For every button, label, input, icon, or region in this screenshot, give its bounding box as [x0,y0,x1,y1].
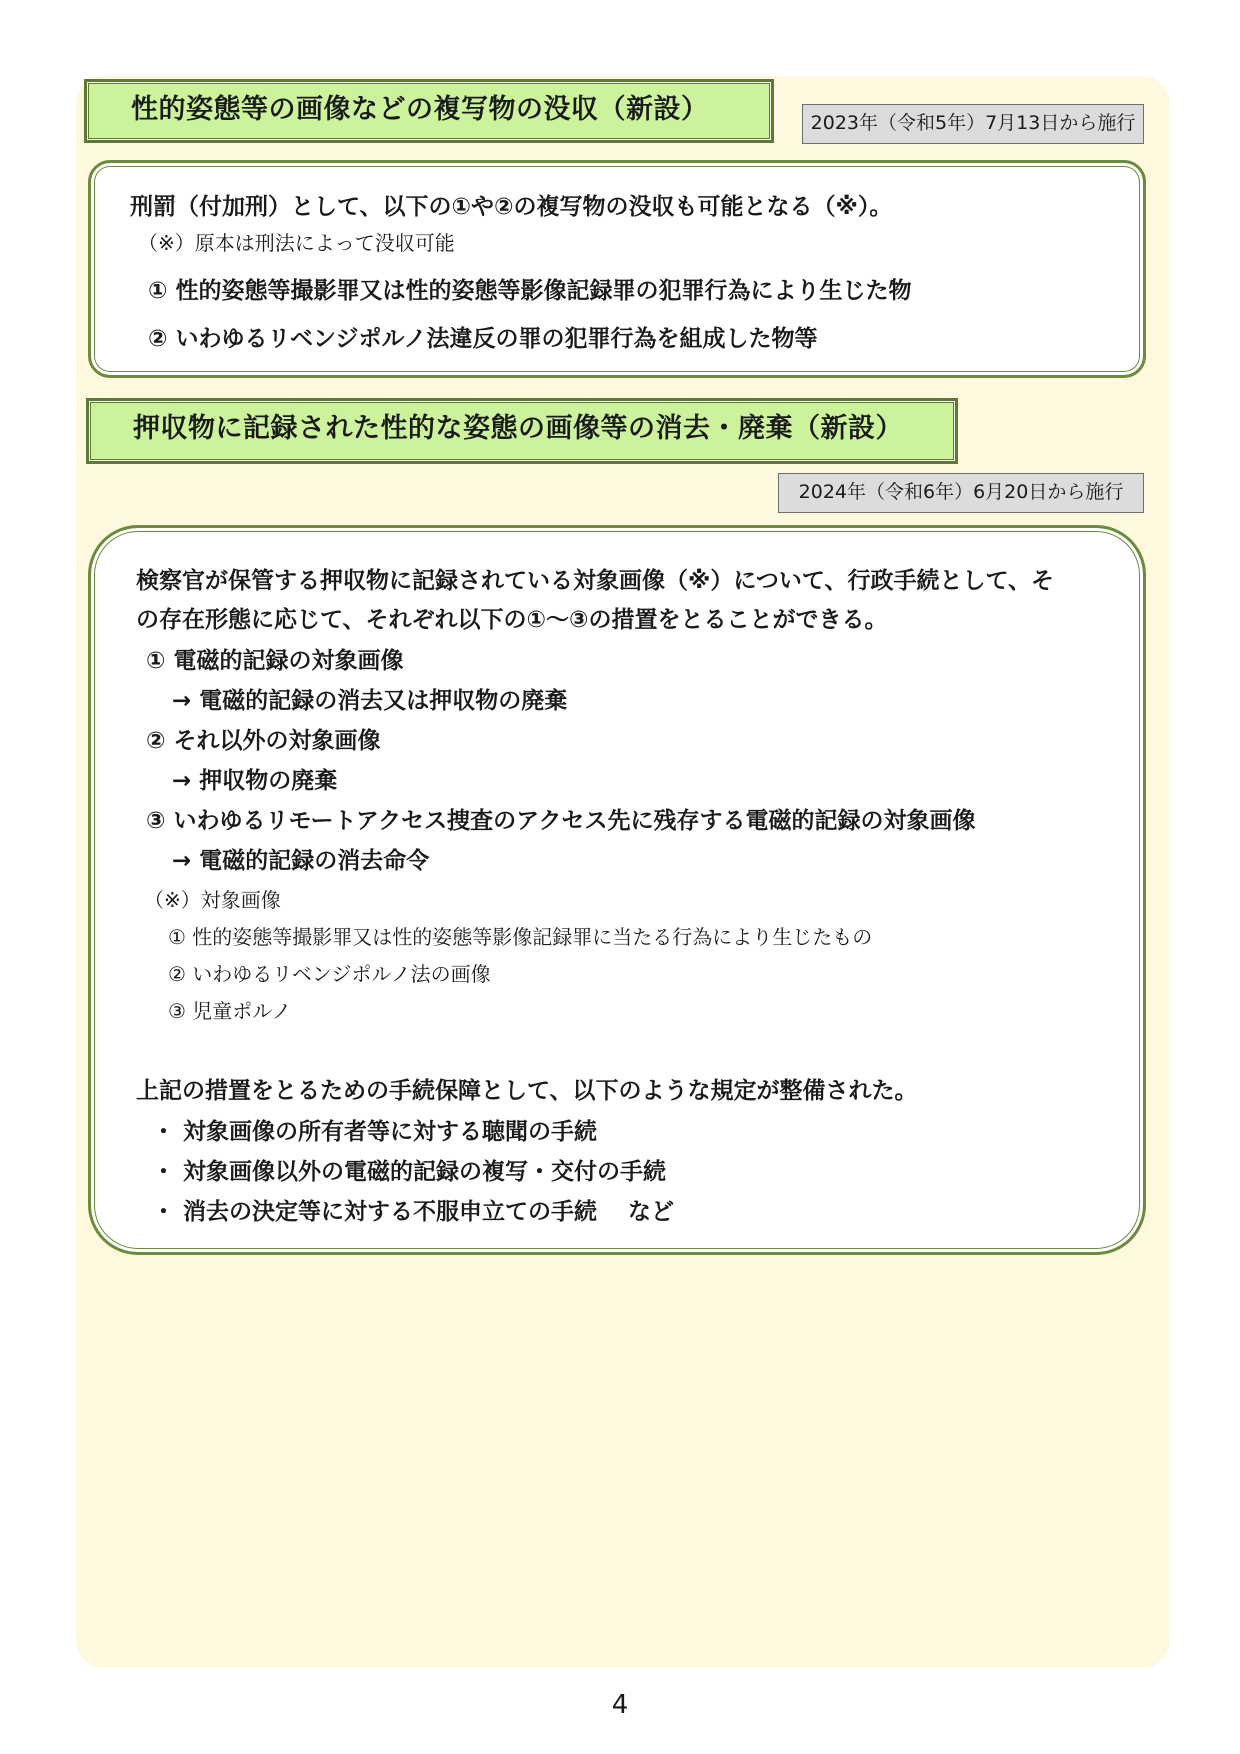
section2-note-item-2: ② いわゆるリベンジポルノ法の画像 [168,962,491,986]
measure-2-result: → 押収物の廃棄 [172,768,338,794]
page-number: 4 [611,1690,629,1720]
measure-3-result: → 電磁的記録の消去命令 [172,848,430,874]
section2-intro-line2: の存在形態に応じて、それぞれ以下の①～③の措置をとることができる。 [136,607,888,633]
section1-date: 2023年（令和5年）7月13日から施行 [802,104,1144,144]
section1-title: 性的姿態等の画像などの複写物の没収（新設） [84,79,774,143]
section2-date: 2024年（令和6年）6月20日から施行 [778,473,1144,513]
measure-3-item: ③ いわゆるリモートアクセス捜査のアクセス先に残存する電磁的記録の対象画像 [146,808,976,834]
section2-note-item-1: ① 性的姿態等撮影罪又は性的姿態等影像記録罪に当たる行為により生じたもの [168,925,873,949]
procedure-item-3: ・ 消去の決定等に対する不服申立ての手続 など [152,1199,675,1225]
procedure-item-2: ・ 対象画像以外の電磁的記録の複写・交付の手続 [152,1159,667,1185]
section1-item-2: ② いわゆるリベンジポルノ法違反の罪の犯罪行為を組成した物等 [148,326,818,352]
section1-lead: 刑罰（付加刑）として、以下の①や②の複写物の没収も可能となる（※）。 [130,194,893,220]
section2-title: 押収物に記録された性的な姿態の画像等の消去・廃棄（新設） [86,398,958,464]
measure-1-item: ① 電磁的記録の対象画像 [146,648,404,674]
measure-1-result: → 電磁的記録の消去又は押収物の廃棄 [172,688,568,714]
procedure-intro: 上記の措置をとるための手続保障として、以下のような規定が整備された。 [136,1078,918,1104]
section1-item-1: ① 性的姿態等撮影罪又は性的姿態等影像記録罪の犯罪行為により生じた物 [148,278,912,304]
procedure-item-1: ・ 対象画像の所有者等に対する聴聞の手続 [152,1119,598,1145]
section2-note-item-3: ③ 児童ポルノ [168,999,292,1023]
section2-intro-line1: 検察官が保管する押収物に記録されている対象画像（※）について、行政手続として、そ [136,568,1054,594]
measure-2-item: ② それ以外の対象画像 [146,728,381,754]
section1-note: （※）原本は刑法によって没収可能 [138,231,455,255]
section2-note-title: （※）対象画像 [144,888,281,912]
